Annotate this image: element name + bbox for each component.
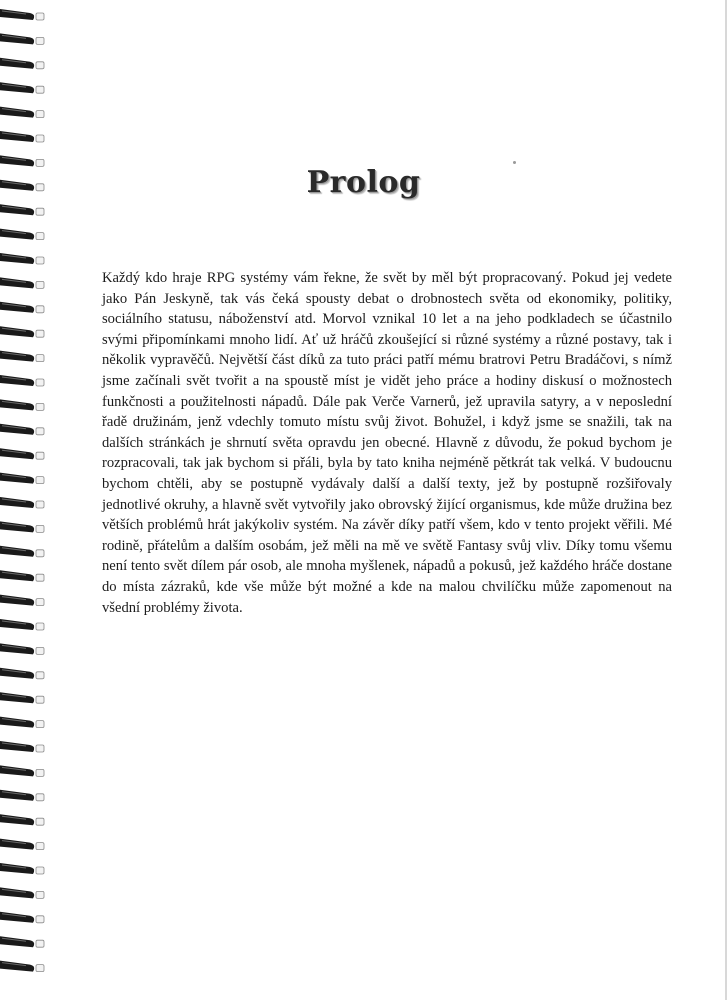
page-title: Prolog [306, 165, 421, 200]
spiral-coil [0, 131, 44, 142]
spiral-binding-icon [0, 0, 48, 1000]
spiral-coil [0, 912, 44, 923]
spiral-coil [0, 302, 44, 313]
spiral-coil [0, 839, 44, 850]
spiral-coil [0, 765, 44, 776]
spiral-coil [0, 595, 44, 606]
scan-speck [513, 161, 516, 164]
spiral-coil [0, 521, 44, 532]
prolog-paragraph: Každý kdo hraje RPG systémy vám řekne, že svět by měl být propracovaný. Pokud jej vedete jako Pán Jeskyně, tak vás čeká spousty debat o drobnostech světa od ekonomiky, politiky, sociálního statusu, náboženství atd. Morvol vznikal 10 let a na jeho podkladech se účastnilo svými připomínkami mnoho lidí. Ať už hráčů zkoušející si různé systémy a různé postavy, tak i několik vypravěčů. Největší část díků za tuto práci patří mému bratrovi Petru Bradáčovi, s nímž jsme začínali svět tvořit a na spoustě míst je vidět jeho práce a hodiny diskusí o možnostech funkčnosti a použitelnosti nápadů. Dále pak Verče Varnerů, jež upravila satyry, a v neposlední řadě družinám, jenž vdechly tomuto místu svůj život. Bohužel, i když jsme se snažili, tak na dalších stránkách je shrnutí světa opravdu jen obecné. Hlavně z důvodu, že pokud bychom je rozpracovali, tak jak bychom si přáli, byla by tato kniha nejméně pětkrát tak velká. V budoucnu bychom chtěli, aby se postupně vydávaly další a další texty, jež by postupně rozšiřovaly jednotlivé okruhy, a hlavně svět vytvořily jako obrovský žijící organismus, kde může družina bez větších problémů hrát jakýkoliv systém. Na závěr díky patří všem, kdo v tento projekt věřili. Mé rodině, přátelům a dalším osobám, jež měli na mě ve světě Fantasy svůj vliv. Díky tomu všemu není tento svět dílem pár osob, ale mnoha myšlenek, nápadů a pokusů, jež každého hráče dostane do místa zázraků, kde vše může být možné a kde na malou chvilíčku může zapomenout na všední problémy života. [102, 270, 672, 616]
spiral-coil [0, 107, 44, 118]
spiral-coil [0, 473, 44, 484]
spiral-coil [0, 643, 44, 654]
spiral-coil [0, 82, 44, 93]
spiral-coil [0, 570, 44, 581]
spiral-coil [0, 351, 44, 362]
spiral-coil [0, 692, 44, 703]
spiral-coil [0, 448, 44, 459]
spiral-coil [0, 887, 44, 898]
spiral-coil [0, 33, 44, 44]
spiral-coil [0, 936, 44, 947]
spiral-coil [0, 229, 44, 240]
spiral-coil [0, 58, 44, 69]
spiral-coil [0, 814, 44, 825]
spiral-coil [0, 961, 44, 972]
spiral-coil [0, 497, 44, 508]
spiral-coil [0, 253, 44, 264]
spiral-coil [0, 399, 44, 410]
spiral-coil [0, 790, 44, 801]
spiral-coil [0, 9, 44, 20]
spiral-coil [0, 668, 44, 679]
spiral-coil [0, 204, 44, 215]
spiral-coil [0, 546, 44, 557]
spiral-coil [0, 424, 44, 435]
spiral-coil [0, 375, 44, 386]
spiral-coil [0, 326, 44, 337]
spiral-coil [0, 741, 44, 752]
spiral-coil [0, 619, 44, 630]
spiral-coil [0, 717, 44, 728]
spiral-coil [0, 863, 44, 874]
spiral-coil [0, 277, 44, 288]
